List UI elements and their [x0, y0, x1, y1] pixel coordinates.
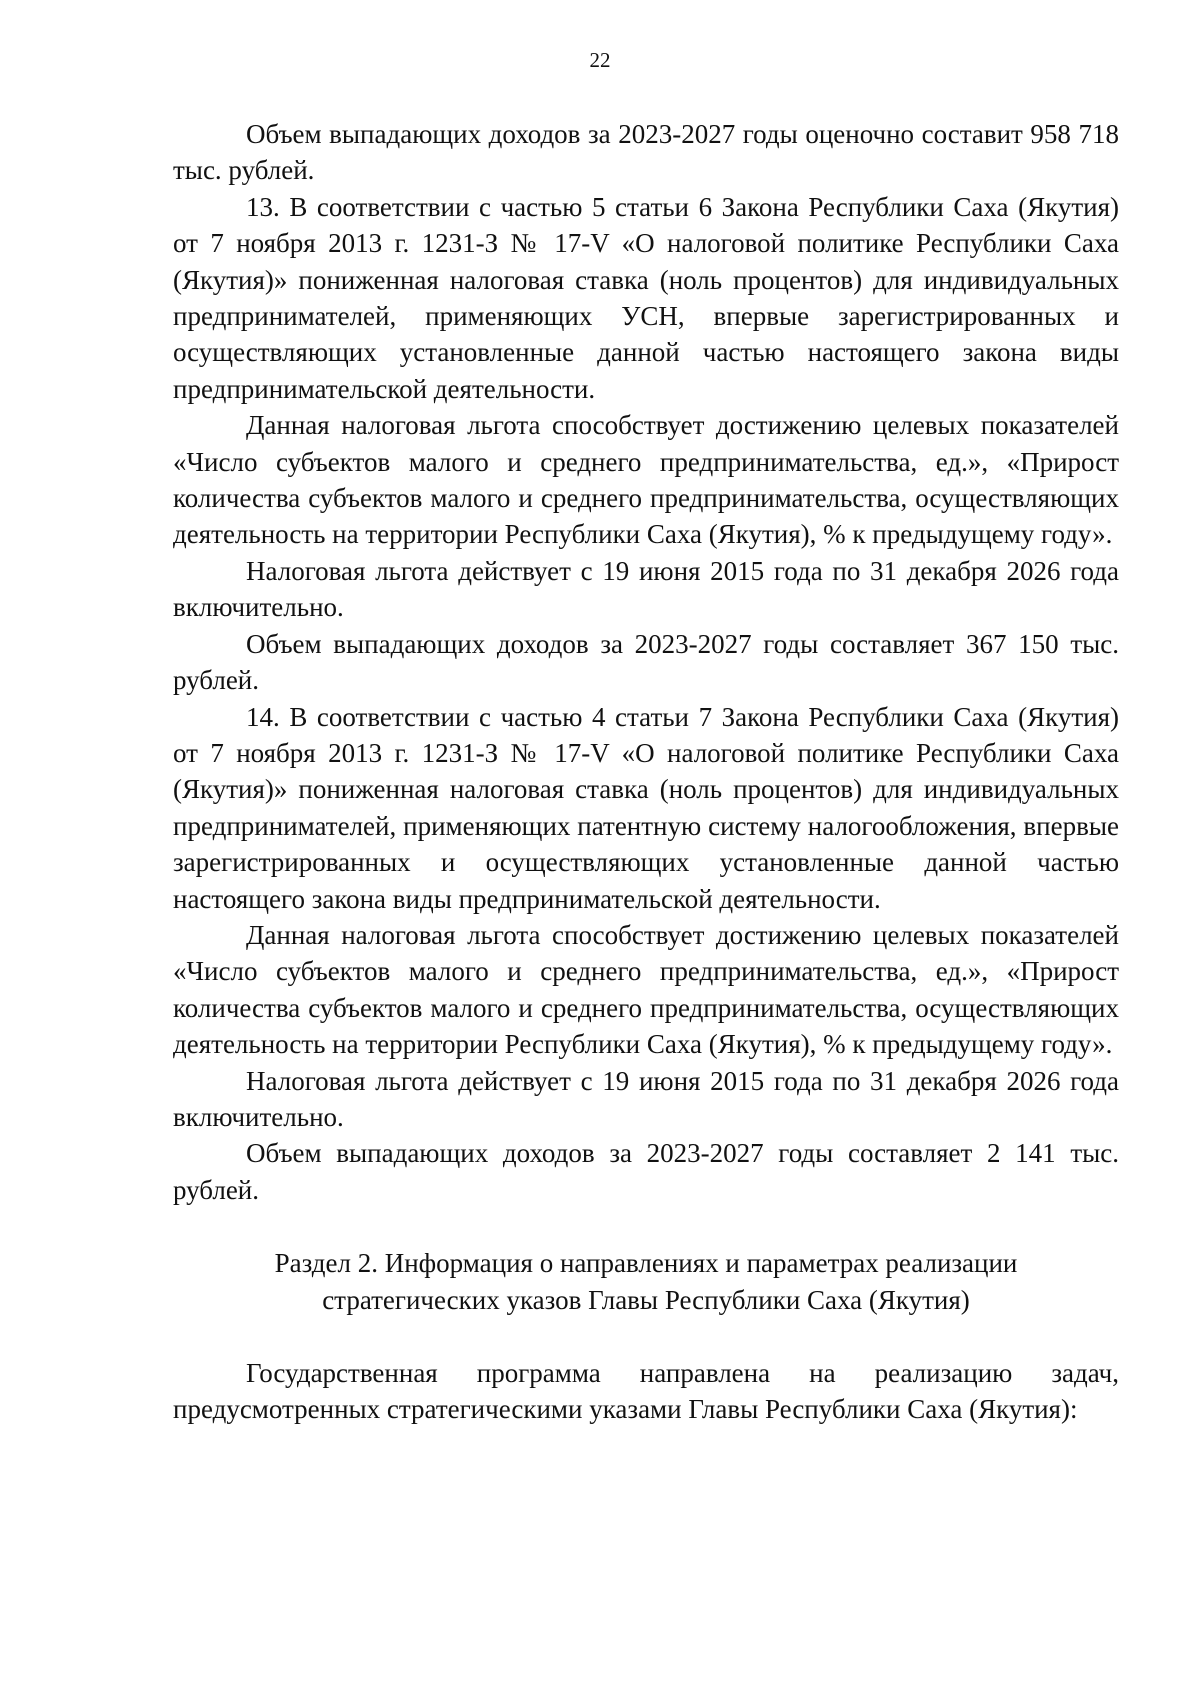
paragraph-lost-revenue-2: Объем выпадающих доходов за 2023-2027 годы составляет 367 150 тыс. рублей. — [173, 628, 1119, 696]
section-heading-line-2: стратегических указов Главы Республики Саха (Якутия) — [322, 1284, 970, 1315]
paragraph-lost-revenue-1: Объем выпадающих доходов за 2023-2027 годы оценочно составит 958 718 тыс. рублей. — [173, 119, 1119, 186]
page-number: 22 — [589, 48, 611, 72]
section-heading-line-1: Раздел 2. Информация о направлениях и параметрах реализации — [274, 1248, 1018, 1279]
paragraph-lost-revenue-3: Объем выпадающих доходов за 2023-2027 годы составляет 2 141 тыс. рублей. — [173, 1138, 1119, 1205]
paragraph-section-intro: Государственная программа направлена на реализацию задач, предусмотренных стратегическими указами Главы Республики Саха (Якутия): — [173, 1358, 1119, 1425]
paragraph-target-indicators-1: Данная налоговая льгота способствует достижению целевых показателей «Число субъектов малого и среднего предпринимательства, ед.», «Прирост количества субъектов малого и среднего предпринимательства, осуществляющих деятельность на территории Республики Саха (Якутия), % к предыдущему году». — [173, 410, 1119, 550]
paragraph-target-indicators-2: Данная налоговая льгота способствует достижению целевых показателей «Число субъектов малого и среднего предпринимательства, ед.», «Прирост количества субъектов малого и среднего предпринимательства, осуществляющих деятельность на территории Республики Саха (Якутия), % к предыдущему году». — [173, 919, 1119, 1060]
paragraph-item-14: 14. В соответствии с частью 4 статьи 7 Закона Республики Саха (Якутия) от 7 ноября 2013 г. 1231-З № 17-V «О налоговой политике Республики Саха (Якутия)» пониженная налоговая ставка (ноль процентов) для индивидуальных предпринимателей, применяющих патентную систему налогообложения, впервые зарегистрированных и осуществляющих установленные данной частью настоящего закона виды предпринимательской деятельности. — [173, 701, 1119, 914]
paragraph-item-13: 13. В соответствии с частью 5 статьи 6 Закона Республики Саха (Якутия) от 7 ноября 2013 г. 1231-З № 17-V «О налоговой политике Республики Саха (Якутия)» пониженная налоговая ставка (ноль процентов) для индивидуальных предпринимателей, применяющих УСН, впервые зарегистрированных и осуществляющих установленные данной частью настоящего закона виды предпринимательской деятельности. — [173, 191, 1119, 404]
document-body — [173, 116, 1119, 1428]
paragraph-validity-period-1: Налоговая льгота действует с 19 июня 2015 года по 31 декабря 2026 года включительно. — [173, 555, 1119, 623]
paragraph-validity-period-2: Налоговая льгота действует с 19 июня 2015 года по 31 декабря 2026 года включительно. — [173, 1065, 1119, 1132]
section-heading — [173, 1245, 1119, 1318]
